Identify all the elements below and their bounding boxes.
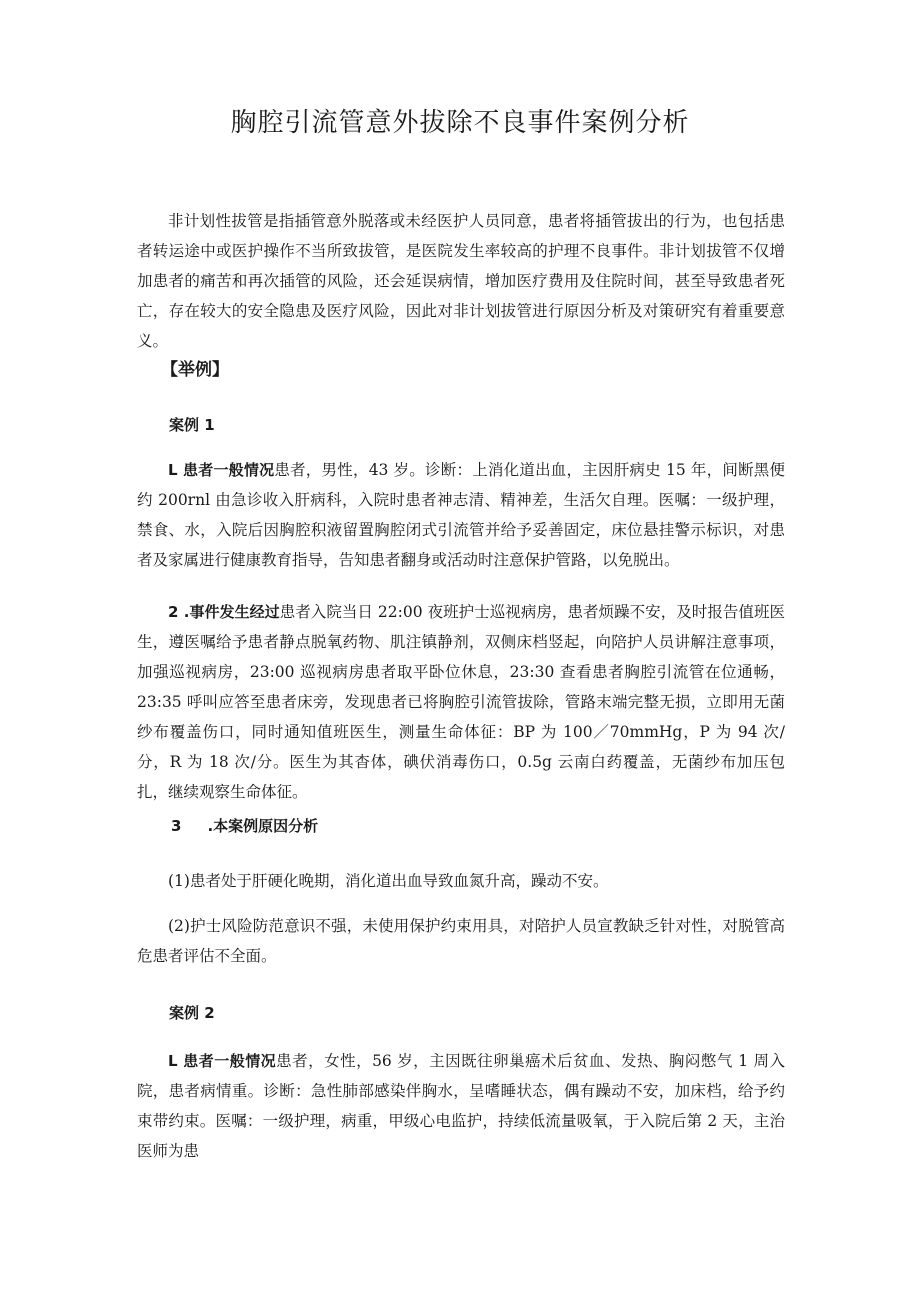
case1-reason-1: (1)患者处于肝硬化晚期，消化道出血导致血氮升高，躁动不安。: [168, 872, 609, 890]
document-title: 胸腔引流管意外拔除不良事件案例分析: [230, 108, 690, 138]
case2-section1: [137, 1046, 785, 1166]
case1-section2-label: 2 .事件发生经过: [168, 603, 280, 621]
case1-reason-2: (2)护士风险防范意识不强，未使用保护约束用具，对陪护人员宣教缺乏针对性，对脱管高危患者评估不全面。: [137, 917, 785, 965]
case1-section3-number: 3: [171, 817, 182, 835]
case1-section3-heading: [171, 815, 318, 836]
case1-section1: [137, 455, 785, 575]
case2-heading: 案例 2: [169, 1004, 215, 1022]
intro-paragraph: 非计划性拔管是指插管意外脱落或未经医护人员同意，患者将插管拔出的行为，也包括患者转运途中或医护操作不当所致拔管，是医院发生率较高的护理不良事件。非计划拔管不仅增加患者的痛苦和再次插管的风险，还会延误病情，增加医疗费用及住院时间，甚至导致患者死亡，存在较大的安全隐患及医疗风险，因此对非计划拔管进行原因分析及对策研究有着重要意义。: [137, 212, 785, 350]
case2-section1-label: L 患者一般情况: [168, 1052, 277, 1070]
case1-section2-text: 患者入院当日 22:00 夜班护士巡视病房，患者烦躁不安，及时报告值班医生，遵医嘱给予患者静点脱氧药物、肌注镇静剂，双侧床档竖起，向陪护人员讲解注意事项，加强巡视病房，23:00 巡视病房患者取平卧位休息，23:30 查看患者胸腔引流管在位通畅，23:35 呼叫应答至患者床旁，发现患者已将胸腔引流管拔除，管路末端完整无损，立即用无菌纱布覆盖伤口，同时通知值班医生，测量生命体征：BP 为 100／70mmHg，P 为 94 次/分，R 为 18 次/分。医生为其杳体，碘伏消毒伤口，0.5g 云南白药覆盖，无菌纱布加压包扎，继续观察生命体征。: [137, 603, 785, 801]
case1-section2: [137, 597, 785, 807]
example-heading: 【举例】: [161, 360, 229, 380]
case1-section3-label: .本案例原因分析: [207, 817, 319, 835]
case1-section1-label: L 患者一般情况: [168, 461, 275, 479]
case2-section1-text: 患者，女性，56 岁，主因既往卵巢癌术后贫血、发热、胸闷憋气 1 周入院，患者病情重。诊断：急性肺部感染伴胸水，呈嗜睡状态，偶有躁动不安，加床档，给予约束带约束。医嘱：一级护理，病重，甲级心电监护，持续低流量吸氧，于入院后第 2 天，主治医师为患: [137, 1052, 786, 1160]
case1-heading: 案例 1: [169, 416, 215, 434]
case1-section1-text: 患者，男性，43 岁。诊断：上消化道出血，主因肝病史 15 年，间断黑便约 200rnl 由急诊收入肝病科，入院时患者神志清、精神差，生活欠自理。医嘱：一级护理，禁食、水，入院后因胸腔积液留置胸腔闭式引流管并给予妥善固定，床位悬挂警示标识，对患者及家属进行健康教育指导，告知患者翻身或活动时注意保护管路，以免脱出。: [137, 461, 786, 569]
